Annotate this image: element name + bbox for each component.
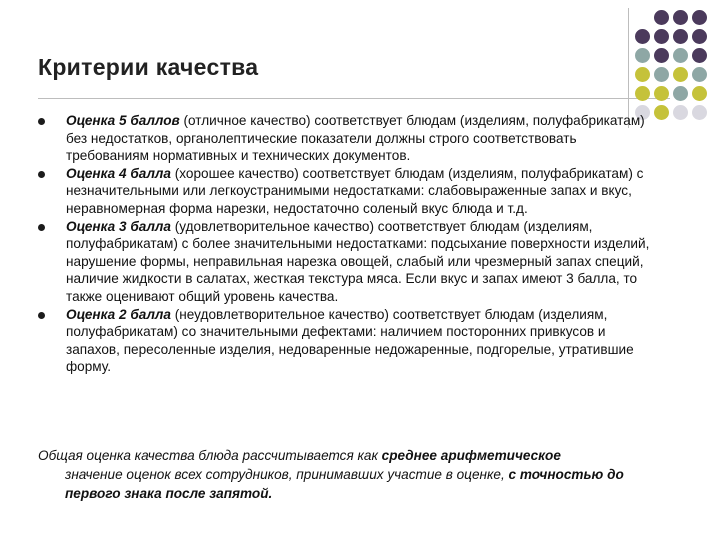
criteria-list: [38, 112, 662, 376]
item-text: (неудовлетворительное качество) соответствует блюдам (изделиям, полуфабрикатам) со значительными дефектами: наличием посторонних привкусов и запахов, пересоленные изделия, недоваренные недожаренные, подгорелые, утратившие форму.: [66, 306, 634, 375]
summary-paragraph: [38, 446, 662, 503]
decorative-dot: [692, 29, 707, 44]
decorative-dot: [692, 10, 707, 25]
decorative-dot: [654, 67, 669, 82]
decorative-dot: [654, 86, 669, 101]
bullet-icon: [38, 312, 45, 319]
decorative-dot: [654, 48, 669, 63]
bullet-icon: [38, 224, 45, 231]
title-divider: [38, 98, 670, 99]
decorative-dot: [673, 86, 688, 101]
summary-text: Общая оценка качества блюда рассчитывается как: [38, 448, 382, 463]
decorative-dot: [635, 29, 650, 44]
vertical-divider: [628, 8, 629, 128]
slide-title: Критерии качества: [38, 54, 259, 80]
list-item: [38, 306, 662, 376]
decorative-dot: [692, 67, 707, 82]
decorative-dot: [673, 105, 688, 120]
bullet-icon: [38, 171, 45, 178]
decorative-dot: [635, 67, 650, 82]
item-label: Оценка 2 балла: [66, 306, 171, 322]
item-label: Оценка 3 балла: [66, 218, 171, 234]
bullet-icon: [38, 118, 45, 125]
decorative-dot: [673, 48, 688, 63]
item-label: Оценка 5 баллов: [66, 113, 180, 128]
decorative-dot: [692, 48, 707, 63]
item-text: (отличное качество) соответствует блюдам (изделиям, полуфабрикатам) без недостатков, органолептические показатели должны строго соответствовать требованиям нормативных и технических документов.: [66, 113, 645, 164]
summary-text: значение оценок всех сотрудников, принимавших участие в оценке,: [65, 467, 509, 482]
list-item: [38, 112, 662, 165]
list-item: [38, 165, 662, 218]
decorative-dot: [654, 10, 669, 25]
decorative-dot: [635, 86, 650, 101]
decorative-dot: [673, 67, 688, 82]
item-text: (удовлетворительное качество) соответствует блюдам (изделиям, полуфабрикатам) с более значительными недостатками: подсыхание поверхности изделий, нарушение формы, неправильная нарезка овощей, слабый или чрезмерный запах специй, наличие жидкости в салатах, жесткая текстура мяса. Если вкус и запах имеют 3 балла, то также оценивают общий уровень качества.: [66, 218, 650, 304]
summary-emphasis: среднее арифметическое: [381, 448, 561, 463]
decorative-dot: [673, 29, 688, 44]
decorative-dot: [692, 105, 707, 120]
list-item: [38, 218, 662, 306]
decorative-dot: [692, 86, 707, 101]
item-text: (хорошее качество) соответствует блюдам (изделиям, полуфабрикатам) с незначительными или легкоустранимыми недостатками: слабовыраженные запах и вкус, неравномерная форма нарезки, недостаточно соленый вкус блюда и т.д.: [66, 165, 644, 216]
item-label: Оценка 4 балла: [66, 165, 171, 181]
decorative-dot: [635, 48, 650, 63]
decorative-dot: [654, 29, 669, 44]
summary-emphasis: с точностью до первого знака после запятой.: [65, 467, 624, 501]
decorative-dot: [673, 10, 688, 25]
